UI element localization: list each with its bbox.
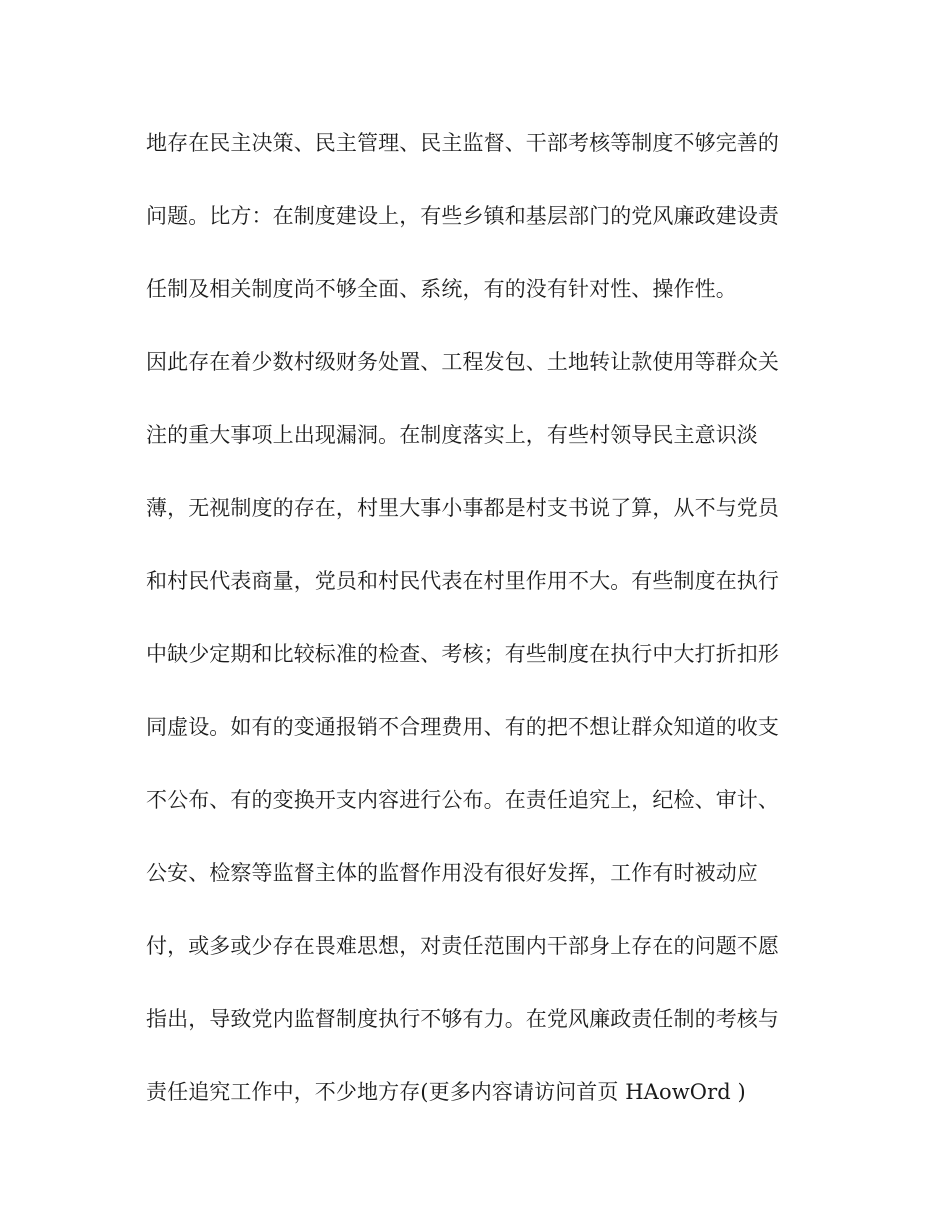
- text-line: 薄，无视制度的存在，村里大事小事都是村支书说了算，从不与党员: [146, 496, 779, 520]
- text-line: 任制及相关制度尚不够全面、系统，有的没有针对性、操作性。: [146, 277, 737, 301]
- text-line: 公安、检察等监督主体的监督作用没有很好发挥，工作有时被动应: [146, 861, 758, 885]
- text-line: 付，或多或少存在畏难思想，对责任范围内干部身上存在的问题不愿: [146, 934, 779, 958]
- text-line: 中缺少定期和比较标准的检查、考核；有些制度在执行中大打折扣形: [146, 642, 779, 666]
- text-line: 不公布、有的变换开支内容进行公布。在责任追究上，纪检、审计、: [146, 788, 779, 812]
- text-line: 注的重大事项上出现漏洞。在制度落实上，有些村领导民主意识淡: [146, 423, 758, 447]
- text-line: 指出，导致党内监督制度执行不够有力。在党风廉政责任制的考核与: [146, 1007, 779, 1031]
- text-line: 和村民代表商量，党员和村民代表在村里作用不大。有些制度在执行: [146, 569, 779, 593]
- text-line: 因此存在着少数村级财务处置、工程发包、土地转让款使用等群众关: [146, 350, 779, 374]
- body-text: [146, 123, 826, 1145]
- text-line: 问题。比方：在制度建设上，有些乡镇和基层部门的党风廉政建设责: [146, 204, 779, 228]
- text-line: 地存在民主决策、民主管理、民主监督、干部考核等制度不够完善的: [146, 131, 779, 155]
- text-line: 责任追究工作中，不少地方存(更多内容请访问首页 HAowOrd ): [146, 1080, 746, 1104]
- text-line: 同虚设。如有的变通报销不合理费用、有的把不想让群众知道的收支: [146, 715, 779, 739]
